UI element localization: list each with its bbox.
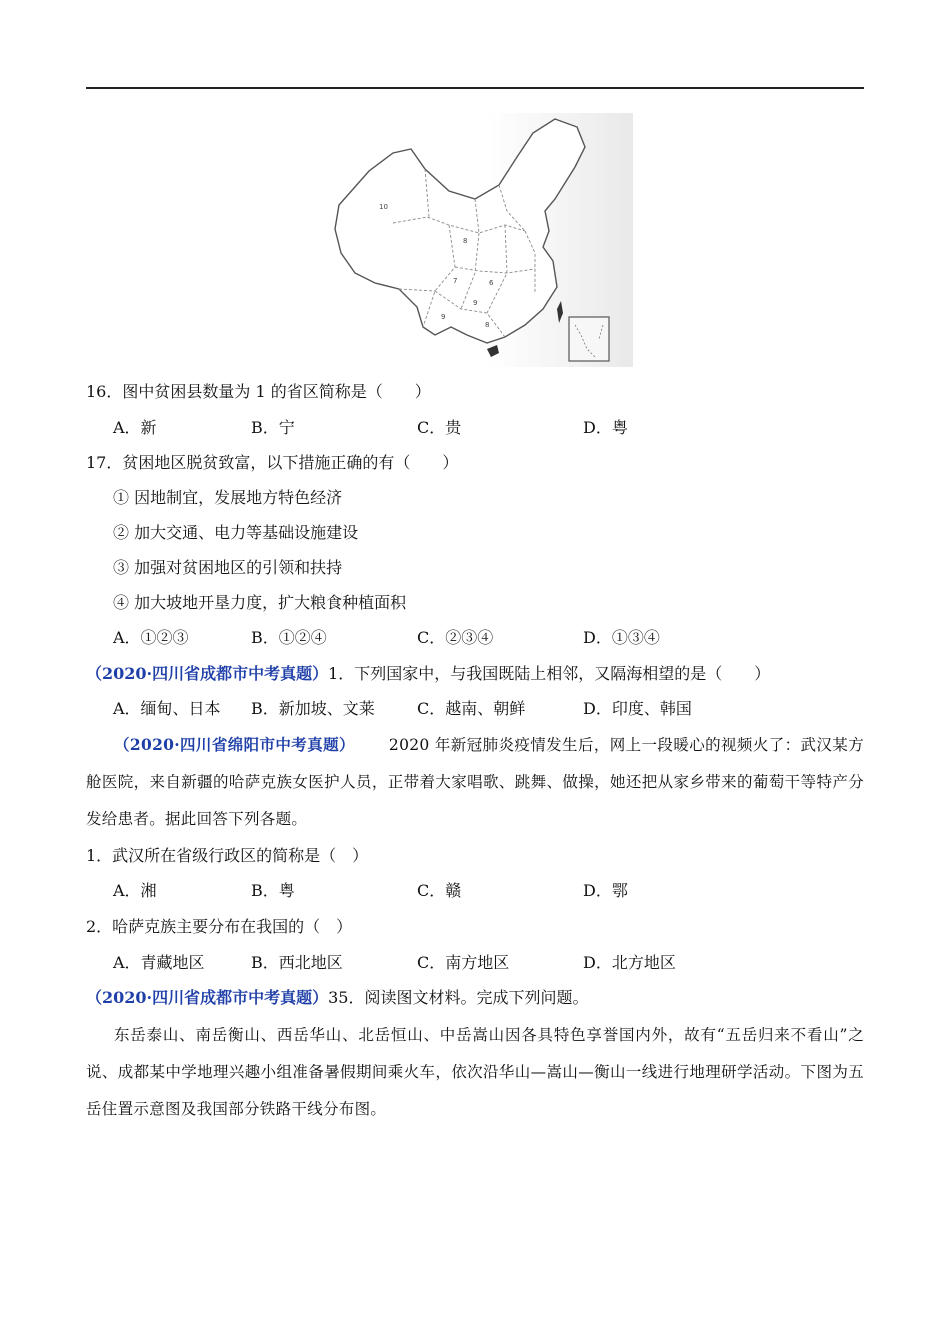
- option-d[interactable]: D．粤: [583, 418, 628, 437]
- option-c[interactable]: C．贵: [417, 418, 462, 437]
- option-d[interactable]: D．鄂: [583, 881, 628, 900]
- option-c[interactable]: C．南方地区: [417, 953, 510, 972]
- option-a[interactable]: A．青藏地区: [113, 953, 205, 972]
- option-a[interactable]: A．①②③: [113, 628, 189, 647]
- source-tag: （2020·四川省成都市中考真题）: [86, 664, 329, 683]
- option-b[interactable]: B．粤: [251, 881, 295, 900]
- question-17-item-4: ④ 加大坡地开垦力度，扩大粮食种植面积: [113, 593, 407, 612]
- map-label: 8: [463, 237, 468, 245]
- passage-q35: 东岳泰山、南岳衡山、西岳华山、北岳恒山、中岳嵩山因各具特色享誉国内外，故有“五岳归来不看山”之说、成都某中学地理兴趣小组准备暑假期间乘火车，依次沿华山—嵩山—衡山一线进行地理研学活动。下图为五岳住置示意图及我国部分铁路干线分布图。: [86, 1026, 864, 1118]
- source-tag: （2020·四川省绵阳市中考真题）: [114, 735, 355, 754]
- question-17-item-2: ② 加大交通、电力等基础设施建设: [113, 523, 359, 542]
- header-rule: [86, 87, 864, 89]
- map-label: 9: [473, 299, 478, 307]
- passage-mianyang: [86, 726, 864, 838]
- question-17-stem: 17．贫困地区脱贫致富，以下措施正确的有（ ）: [86, 453, 459, 472]
- option-b[interactable]: B．宁: [251, 418, 295, 437]
- question-2-stem: 2．哈萨克族主要分布在我国的（ ）: [86, 917, 353, 936]
- map-label: 6: [489, 279, 494, 287]
- source-tag: （2020·四川省成都市中考真题）: [86, 988, 329, 1007]
- option-b[interactable]: B．新加坡、文莱: [251, 699, 375, 718]
- option-d[interactable]: D．北方地区: [583, 953, 676, 972]
- option-d[interactable]: D．印度、韩国: [583, 699, 692, 718]
- question-1b-stem: 1．武汉所在省级行政区的简称是（ ）: [86, 846, 369, 865]
- question-16-stem: 16．图中贫困县数量为 1 的省区简称是（ ）: [86, 382, 431, 401]
- question-1a-line: [86, 664, 770, 684]
- question-1a-stem: 1．下列国家中，与我国既陆上相邻，又隔海相望的是（ ）: [328, 664, 771, 683]
- option-a[interactable]: A．缅甸、日本: [113, 699, 221, 718]
- question-17-item-3: ③ 加强对贫困地区的引领和扶持: [113, 558, 343, 577]
- question-35-stem: 35．阅读图文材料。完成下列问题。: [328, 988, 589, 1007]
- map-label: 10: [379, 203, 388, 211]
- map-label: 7: [453, 277, 458, 285]
- china-map-figure: [329, 113, 633, 367]
- option-d[interactable]: D．①③④: [583, 628, 660, 647]
- option-c[interactable]: C．越南、朝鲜: [417, 699, 526, 718]
- option-b[interactable]: B．①②④: [251, 628, 327, 647]
- option-c[interactable]: C．赣: [417, 881, 462, 900]
- south-sea-inset: [569, 317, 609, 361]
- option-b[interactable]: B．西北地区: [251, 953, 343, 972]
- map-label: 8: [485, 321, 490, 329]
- passage-mianyang-text: 2020 年新冠肺炎疫情发生后，网上一段暖心的视频火了：武汉某方舱医院，来自新疆的哈萨克族女医护人员，正带着大家唱歌、跳舞、做操，她还把从家乡带来的葡萄干等特产分发给患者。据此回答下列各题。: [86, 736, 864, 828]
- map-label: 9: [441, 313, 446, 321]
- question-17-item-1: ① 因地制宜，发展地方特色经济: [113, 488, 343, 507]
- option-a[interactable]: A．湘: [113, 881, 157, 900]
- option-a[interactable]: A．新: [113, 418, 157, 437]
- option-c[interactable]: C．②③④: [417, 628, 494, 647]
- question-35-line: [86, 988, 588, 1008]
